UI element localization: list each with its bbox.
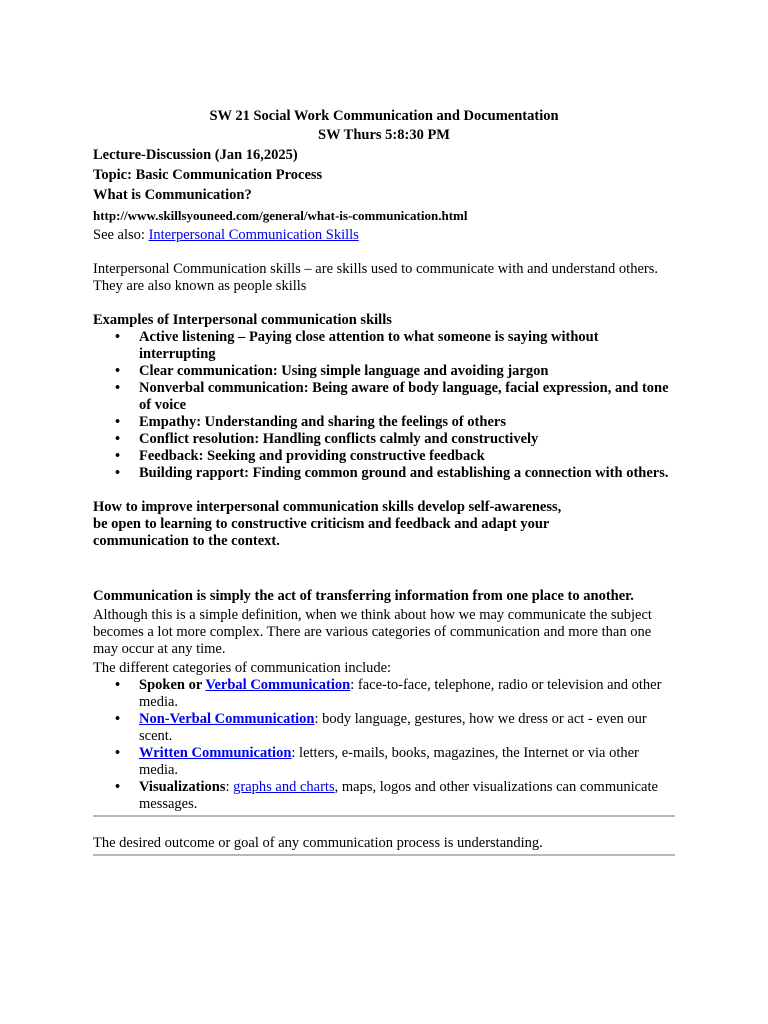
category-desc: : face-to-face, telephone, radio or television and other media. — [139, 677, 662, 710]
list-item: • Active listening – Paying close attention to what someone is saying without interrupting — [93, 329, 675, 363]
lecture-date: Lecture-Discussion (Jan 16,2025) — [93, 147, 298, 163]
improve-line-2: be open to learning to constructive criticism and feedback and adapt your — [93, 516, 550, 532]
category-desc: : body language, gestures, how we dress or act - even our scent. — [139, 711, 647, 744]
written-communication-link[interactable]: Written Communication — [139, 745, 292, 761]
improve-line-1: How to improve interpersonal communication skills develop self-awareness, — [93, 499, 562, 515]
category-desc: , maps, logos and other visualizations can communicate messages. — [139, 779, 658, 812]
list-item: • Empathy: Understanding and sharing the feelings of others — [93, 414, 675, 431]
list-item — [93, 711, 675, 745]
list-item — [93, 677, 675, 711]
list-item: • Feedback: Seeking and providing constructive feedback — [93, 448, 675, 465]
list-item: • Conflict resolution: Handling conflicts calmly and constructively — [93, 431, 675, 448]
graphs-and-charts-link[interactable]: graphs and charts — [233, 779, 335, 795]
definition-heading: Communication is simply the act of transferring information from one place to another. — [93, 588, 634, 604]
category-desc: : letters, e-mails, books, magazines, the Internet or via other media. — [139, 745, 639, 778]
list-item: • Nonverbal communication: Being aware of body language, facial expression, and tone of voice — [93, 380, 675, 414]
list-item — [93, 745, 675, 779]
definition-body: Although this is a simple definition, when we think about how we may communicate the subject becomes a lot more complex. There are various categories of communication and more than one may occur at any time. — [93, 607, 652, 657]
categories-list — [93, 677, 675, 813]
intro-people-skills: They are also known as people skills — [93, 278, 307, 294]
divider-top — [93, 815, 675, 817]
see-also-line — [93, 227, 675, 244]
see-also-label: See also: — [93, 227, 149, 243]
examples-list — [93, 329, 675, 482]
non-verbal-communication-link[interactable]: Non-Verbal Communication — [139, 711, 315, 727]
verbal-communication-link[interactable]: Verbal Communication — [205, 677, 351, 693]
source-url: http://www.skillsyouneed.com/general/what-is-communication.html — [93, 208, 468, 223]
intro-definition: Interpersonal Communication skills – are skills used to communicate with and understand others. — [93, 261, 658, 277]
categories-lead: The different categories of communication include: — [93, 660, 392, 676]
improve-line-3: communication to the context. — [93, 533, 280, 549]
topic-line: Topic: Basic Communication Process — [93, 167, 323, 183]
examples-heading: Examples of Interpersonal communication skills — [93, 312, 392, 328]
document-page — [93, 108, 675, 856]
list-item: • Clear communication: Using simple language and avoiding jargon — [93, 363, 675, 380]
category-prefix: Spoken or — [139, 677, 206, 693]
list-item: • Visualizations: graphs and charts, maps, logos and other visualizations can communicate messages. — [93, 779, 675, 813]
outcome-statement: The desired outcome or goal of any communication process is understanding. — [93, 835, 543, 851]
class-schedule: SW Thurs 5:8:30 PM — [318, 127, 450, 143]
category-prefix: Visualizations — [139, 779, 226, 795]
list-item: • Building rapport: Finding common ground and establishing a connection with others. — [93, 465, 675, 482]
course-title: SW 21 Social Work Communication and Documentation — [209, 108, 559, 124]
divider-bottom — [93, 854, 675, 856]
interpersonal-skills-link[interactable]: Interpersonal Communication Skills — [148, 227, 359, 243]
section-question: What is Communication? — [93, 187, 252, 203]
